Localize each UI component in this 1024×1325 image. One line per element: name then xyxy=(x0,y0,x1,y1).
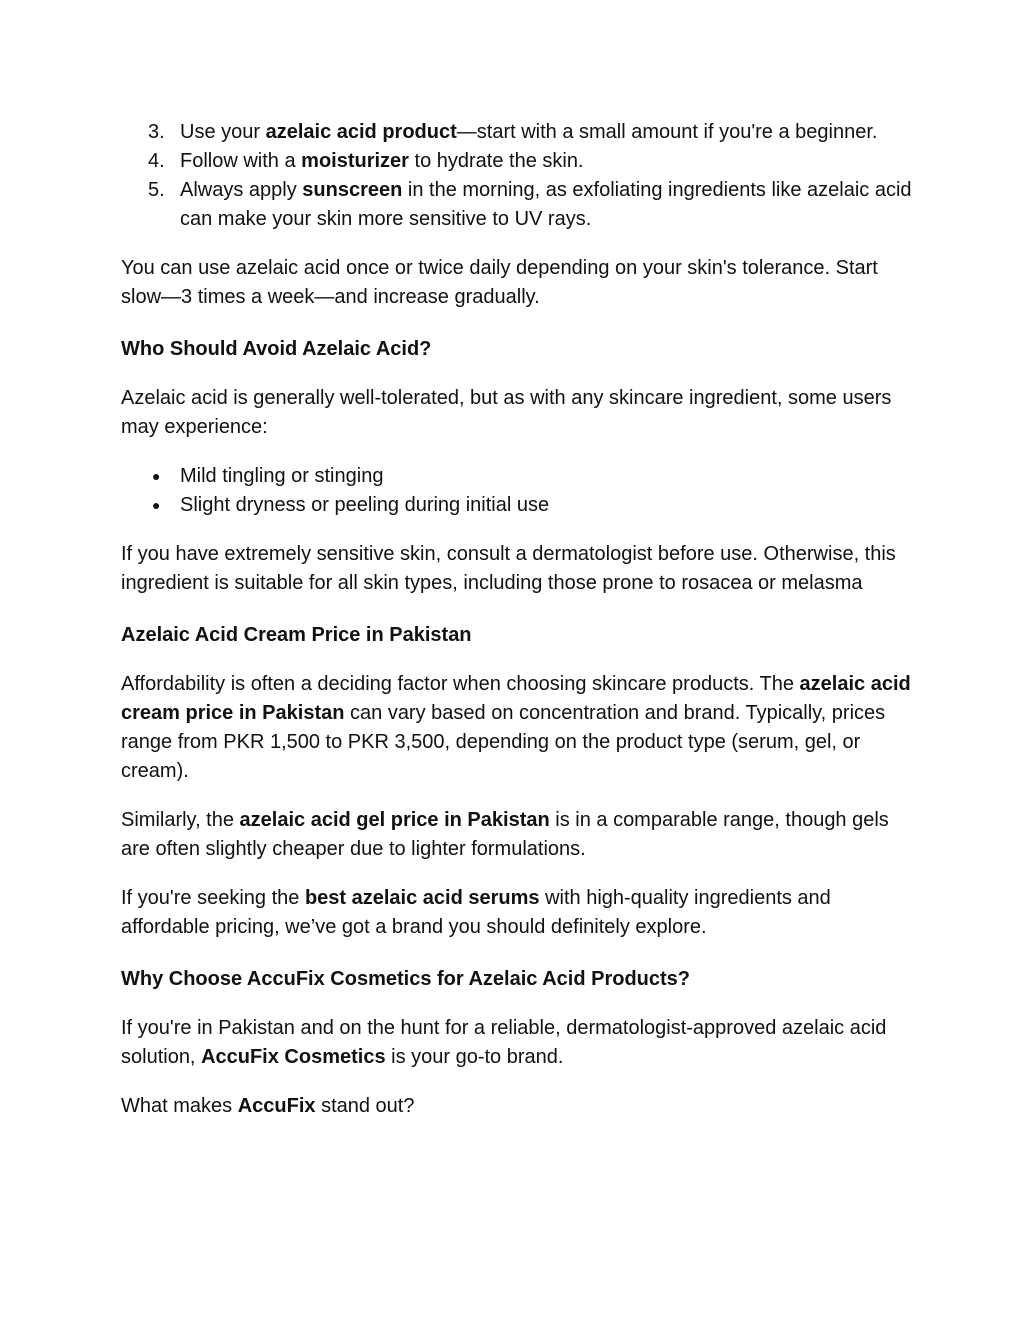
list-item: ● Mild tingling or stinging xyxy=(121,462,912,491)
price-heading: Azelaic Acid Cream Price in Pakistan xyxy=(121,624,472,646)
list-item: 4. Follow with a moisturizer to hydrate the skin. xyxy=(121,147,912,176)
bullet-icon: ● xyxy=(152,497,161,513)
price-paragraph-gel: Similarly, the azelaic acid gel price in Pakistan is in a comparable range, though gels are often slightly cheaper due to lighter formulations. xyxy=(121,809,889,860)
list-item: 5. Always apply sunscreen in the morning, as exfoliating ingredients like azelaic acid can make your skin more sensitive to UV rays. xyxy=(121,176,912,234)
bullet-icon: ● xyxy=(152,468,161,484)
why-accufix-paragraph: If you're in Pakistan and on the hunt for a reliable, dermatologist-approved azelaic acid solution, AccuFix Cosmetics is your go-to brand. xyxy=(121,1017,887,1068)
price-paragraph-serums: If you're seeking the best azelaic acid serums with high-quality ingredients and affordable pricing, we’ve got a brand you should definitely explore. xyxy=(121,887,831,938)
list-number: 4. xyxy=(148,150,165,172)
avoid-intro-paragraph: Azelaic acid is generally well-tolerated, but as with any skincare ingredient, some users may experience: xyxy=(121,387,892,438)
list-number: 5. xyxy=(148,179,165,201)
why-accufix-heading: Why Choose AccuFix Cosmetics for Azelaic Acid Products? xyxy=(121,968,691,990)
what-makes-accufix-paragraph: What makes AccuFix stand out? xyxy=(121,1095,415,1117)
list-item: ● Slight dryness or peeling during initial use xyxy=(121,491,912,520)
price-paragraph-cream: Affordability is often a deciding factor when choosing skincare products. The azelaic acid cream price in Pakistan can vary based on concentration and brand. Typically, prices range from PKR 1,500 to PKR 3,500, depending on the product type (serum, gel, or cream). xyxy=(121,673,911,782)
avoid-heading: Who Should Avoid Azelaic Acid? xyxy=(121,338,432,360)
sensitive-skin-paragraph: If you have extremely sensitive skin, consult a dermatologist before use. Otherwise, this ingredient is suitable for all skin types, including those prone to rosacea or melasma xyxy=(121,543,896,594)
usage-steps-list xyxy=(121,118,912,234)
usage-paragraph: You can use azelaic acid once or twice daily depending on your skin's tolerance. Start slow—3 times a week—and increase gradually. xyxy=(121,257,878,308)
side-effects-list xyxy=(121,462,912,520)
list-item: 3. Use your azelaic acid product—start with a small amount if you're a beginner. xyxy=(121,118,912,147)
list-number: 3. xyxy=(148,121,165,143)
